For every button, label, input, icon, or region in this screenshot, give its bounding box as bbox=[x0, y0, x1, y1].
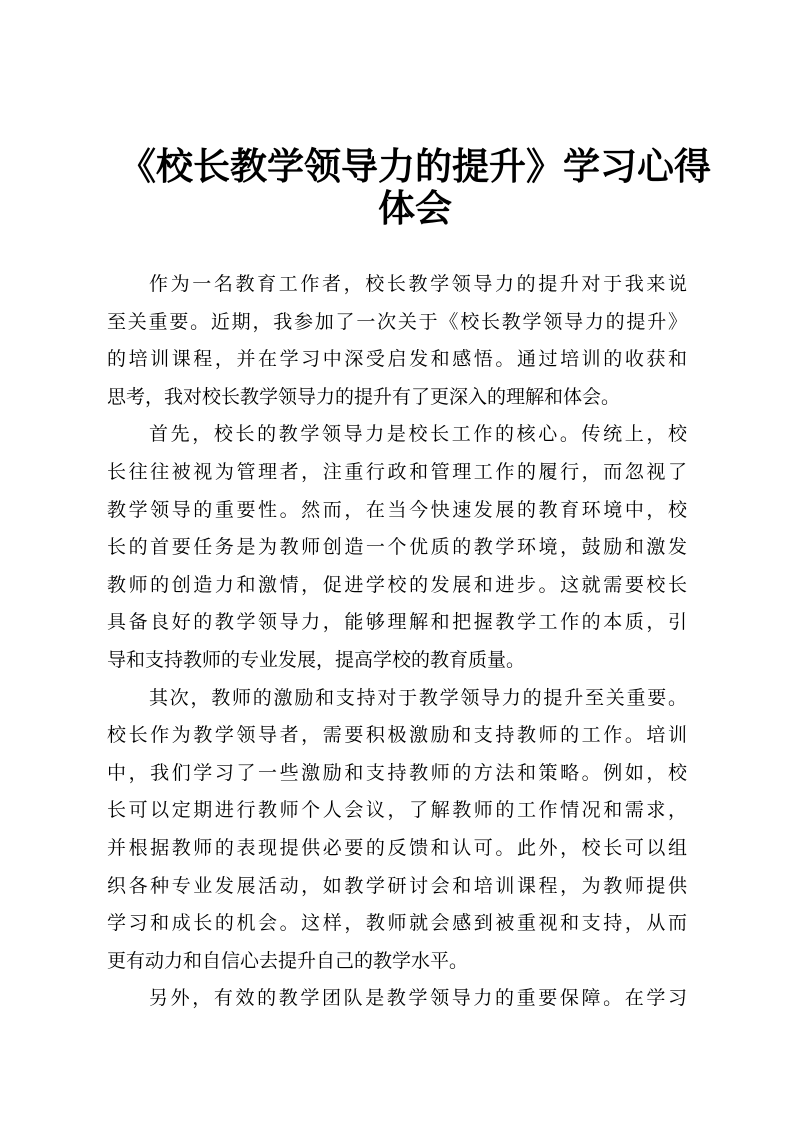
paragraph bbox=[107, 266, 687, 416]
paragraph-line: 中，我们学习了一些激励和支持教师的方法和策略。例如，校 bbox=[107, 761, 687, 784]
document-body bbox=[107, 266, 687, 1018]
title-line: 《校长教学领导力的提升》学习心得 bbox=[119, 145, 711, 188]
paragraph-line: 首先，校长的教学领导力是校长工作的核心。传统上，校 bbox=[149, 423, 687, 446]
paragraph-line: 长的首要任务是为教师创造一个优质的教学环境，鼓励和激发 bbox=[107, 536, 687, 559]
paragraph-line: 具备良好的教学领导力，能够理解和把握教学工作的本质，引 bbox=[107, 611, 687, 634]
paragraph-line: 另外，有效的教学团队是教学领导力的重要保障。在学习 bbox=[149, 987, 687, 1010]
paragraph bbox=[107, 680, 687, 981]
paragraph-line: 其次，教师的激励和支持对于教学领导力的提升至关重要。 bbox=[149, 686, 687, 709]
paragraph-line: 长往往被视为管理者，注重行政和管理工作的履行，而忽视了 bbox=[107, 460, 687, 483]
title-line: 体会 bbox=[378, 187, 452, 230]
paragraph-line: 思考，我对校长教学领导力的提升有了更深入的理解和体会。 bbox=[107, 385, 621, 408]
paragraph-line: 导和支持教师的专业发展，提高学校的教育质量。 bbox=[107, 648, 526, 671]
paragraph-line: 织各种专业发展活动，如教学研讨会和培训课程，为教师提供 bbox=[107, 874, 687, 897]
paragraph-line: 更有动力和自信心去提升自己的教学水平。 bbox=[107, 949, 469, 972]
paragraph-line: 教师的创造力和激情，促进学校的发展和进步。这就需要校长 bbox=[107, 573, 687, 596]
paragraph-line: 作为一名教育工作者，校长教学领导力的提升对于我来说 bbox=[149, 273, 687, 295]
paragraph-line: 至关重要。近期，我参加了一次关于《校长教学领导力的提升》 bbox=[107, 310, 687, 333]
paragraph bbox=[107, 980, 687, 1018]
paragraph-line: 的培训课程，并在学习中深受启发和感悟。通过培训的收获和 bbox=[107, 348, 687, 371]
paragraph-line: 校长作为教学领导者，需要积极激励和支持教师的工作。培训 bbox=[107, 724, 687, 747]
paragraph-line: 并根据教师的表现提供必要的反馈和认可。此外，校长可以组 bbox=[107, 836, 687, 859]
paragraph bbox=[107, 416, 687, 679]
paragraph-line: 长可以定期进行教师个人会议，了解教师的工作情况和需求， bbox=[107, 799, 687, 822]
paragraph-line: 学习和成长的机会。这样，教师就会感到被重视和支持，从而 bbox=[107, 912, 687, 935]
paragraph-line: 教学领导的重要性。然而，在当今快速发展的教育环境中，校 bbox=[107, 498, 687, 521]
document-title bbox=[100, 146, 730, 230]
